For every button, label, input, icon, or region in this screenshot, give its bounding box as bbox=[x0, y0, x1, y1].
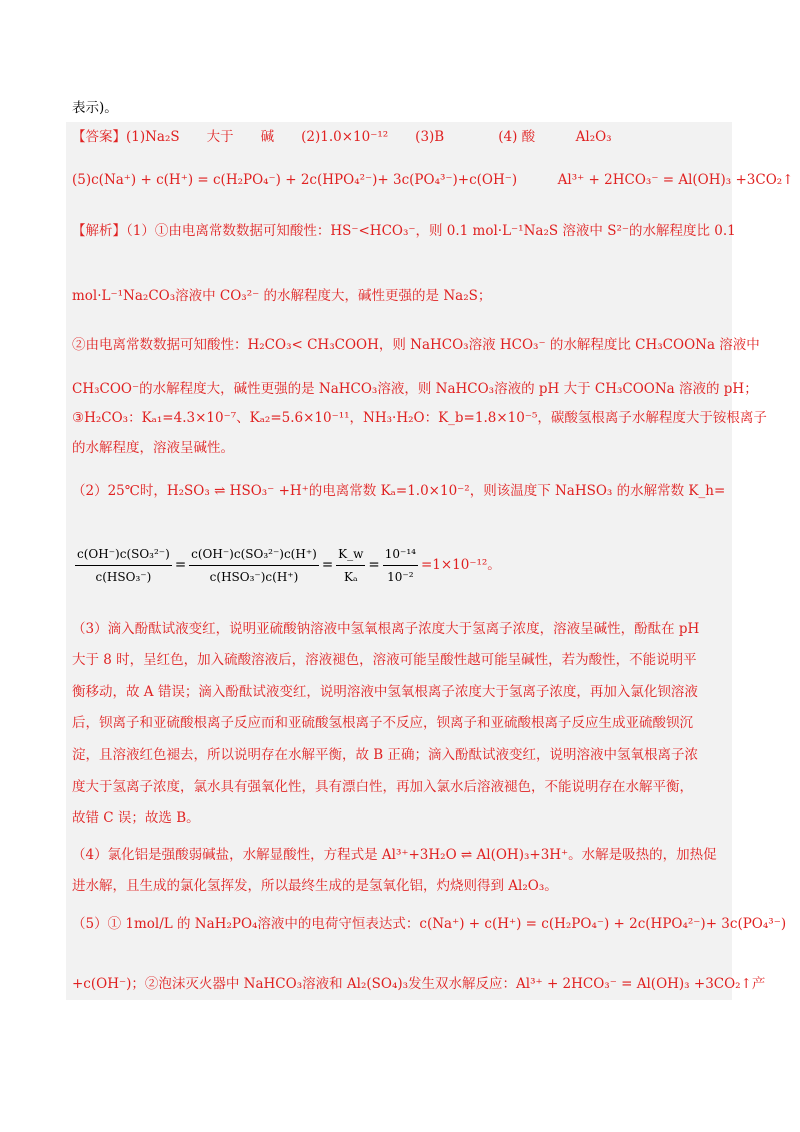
analysis-line: 进水解，且生成的氯化氢挥发，所以最终生成的是氢氧化铝，灼烧则得到 Al₂O₃。 bbox=[72, 878, 558, 894]
analysis-line: 淀，且溶液红色褪去，所以说明存在水解平衡，故 B 正确；滴入酚酞试液变红，说明溶液中氢氧根离子浓 bbox=[72, 747, 699, 763]
analysis-line: ③H₂CO₃：Kₐ₁=4.3×10⁻⁷、Kₐ₂=5.6×10⁻¹¹，NH₃·H₂O：K_b=1.8×10⁻⁵，碳酸氢根离子水解程度大于铵根离子 bbox=[72, 410, 767, 426]
fraction-numerator: K_w bbox=[336, 544, 365, 566]
analysis-line: 大于 8 时，呈红色，加入硫酸溶液后，溶液褪色，溶液可能呈酸性越可能呈碱性，若为酸性，不能说明平 bbox=[72, 652, 697, 668]
analysis-line: CH₃COO⁻的水解程度大，碱性更强的是 NaHCO₃溶液，则 NaHCO₃溶液的 pH 大于 CH₃COONa 溶液的 pH； bbox=[72, 381, 758, 397]
analysis-line: （3）滴入酚酞试液变红，说明亚硫酸钠溶液中氢氧根离子浓度大于氢离子浓度，溶液呈碱性，酚酞在 pH bbox=[72, 621, 700, 637]
fraction-denominator: 10⁻² bbox=[387, 570, 414, 584]
fraction-numerator: c(OH⁻)c(SO₃²⁻) bbox=[75, 544, 172, 566]
analysis-line: 【解析】（1）①由电离常数数据可知酸性：HS⁻<HCO₃⁻，则 0.1 mol·L⁻¹Na₂S 溶液中 S²⁻的水解程度比 0.1 bbox=[72, 223, 736, 239]
analysis-line: 度大于氢离子浓度，氯水具有强氧化性，具有漂白性，再加入氯水后溶液褪色，不能说明存在水解平衡， bbox=[72, 779, 693, 795]
analysis-line: （2）25℃时，H₂SO₃ ⇌ HSO₃⁻ +H⁺的电离常数 Kₐ=1.0×10⁻²，则该温度下 NaHSO₃ 的水解常数 K_h= bbox=[72, 483, 726, 499]
analysis-line: mol·L⁻¹Na₂CO₃溶液中 CO₃²⁻ 的水解程度大，碱性更强的是 Na₂S； bbox=[72, 288, 492, 304]
analysis-line: 故错 C 误；故选 B。 bbox=[72, 810, 200, 826]
fraction-numerator: c(OH⁻)c(SO₃²⁻)c(H⁺) bbox=[189, 544, 319, 566]
fraction-denominator: c(HSO₃⁻)c(H⁺) bbox=[209, 570, 299, 584]
analysis-line: ②由电离常数数据可知酸性：H₂CO₃< CH₃COOH，则 NaHCO₃溶液 HCO₃⁻ 的水解程度比 CH₃COONa 溶液中 bbox=[72, 337, 760, 353]
fraction-denominator: c(HSO₃⁻) bbox=[95, 570, 152, 584]
analysis-line: 后，钡离子和亚硫酸根离子反应而和亚硫酸氢根离子不反应，钡离子和亚硫酸根离子反应生成亚硫酸钡沉 bbox=[72, 715, 693, 731]
continuation-text: 表示)。 bbox=[72, 100, 118, 116]
fraction-1 bbox=[75, 544, 172, 587]
answer-line-5: (5)c(Na⁺) + c(H⁺) = c(H₂PO₄⁻) + 2c(HPO₄²⁻)+ 3c(PO₄³⁻)+c(OH⁻) Al³⁺ + 2HCO₃⁻ = Al(OH)₃ +3CO₂↑ bbox=[72, 172, 794, 188]
fraction-3 bbox=[336, 544, 365, 587]
analysis-line: +c(OH⁻)；②泡沫灭火器中 NaHCO₃溶液和 Al₂(SO₄)₃发生双水解反应：Al³⁺ + 2HCO₃⁻ = Al(OH)₃ +3CO₂↑产 bbox=[72, 976, 766, 992]
fraction-2 bbox=[189, 544, 319, 587]
answer-line: 【答案】(1)Na₂S 大于 碱 (2)1.0×10⁻¹² (3)B (4) 酸 Al₂O₃ bbox=[72, 129, 612, 145]
analysis-line: （4）氯化铝是强酸弱碱盐，水解显酸性，方程式是 Al³⁺+3H₂O ⇌ Al(OH)₃+3H⁺。水解是吸热的，加热促 bbox=[72, 847, 717, 863]
hydrolysis-constant-equation: $\frac{\text{c(OH⁻)c(SO₃²⁻)}}{\text{c(HSO₃⁻)}}$ = $\frac{\text{c(OH⁻)c(SO₃²⁻)c(H⁺)}}{\text{c(HSO₃⁻)c(H⁺)}}$ = $\frac{K\_w}{\text{Kₐ}}$ = $\frac{\text{10⁻¹⁴}}{\text{10⁻²}}$ =1×10⁻¹²。 bbox=[72, 544, 501, 587]
equation-result: =1×10⁻¹²。 bbox=[420, 557, 501, 573]
fraction-numerator: 10⁻¹⁴ bbox=[383, 544, 418, 566]
analysis-line: 的水解程度，溶液呈碱性。 bbox=[72, 440, 234, 456]
fraction-4 bbox=[383, 544, 418, 587]
analysis-line: 衡移动，故 A 错误；滴入酚酞试液变红，说明溶液中氢氧根离子浓度大于氢离子浓度，再加入氯化钡溶液 bbox=[72, 684, 698, 700]
fraction-denominator: Kₐ bbox=[343, 570, 358, 584]
analysis-line: （5）① 1mol/L 的 NaH₂PO₄溶液中的电荷守恒表达式：c(Na⁺) + c(H⁺) = c(H₂PO₄⁻) + 2c(HPO₄²⁻)+ 3c(PO₄³⁻) bbox=[72, 916, 787, 932]
